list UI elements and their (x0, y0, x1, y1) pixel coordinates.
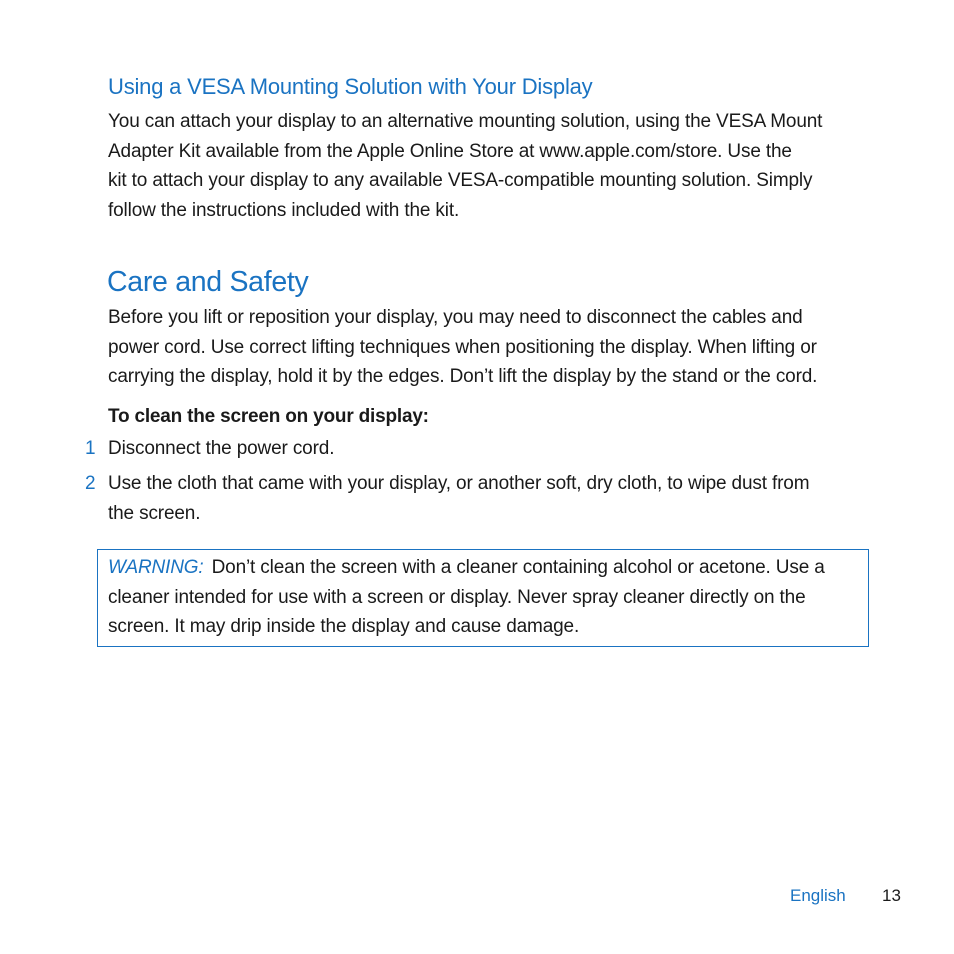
step-line: the screen. (108, 502, 201, 524)
body-line: power cord. Use correct lifting techniques when positioning the display. When lifting or (108, 336, 817, 358)
step-number: 1 (85, 438, 96, 459)
body-line: follow the instructions included with the kit. (108, 199, 460, 221)
vesa-section-heading: Using a VESA Mounting Solution with Your Display (108, 74, 593, 99)
body-line: carrying the display, hold it by the edges. Don’t lift the display by the stand or the cord. (108, 366, 818, 388)
cleaning-heading: To clean the screen on your display: (108, 406, 429, 427)
vesa-section-body (108, 107, 822, 225)
warning-line: cleaner intended for use with a screen or display. Never spray cleaner directly on the (108, 586, 806, 608)
care-section-heading: Care and Safety (107, 266, 309, 298)
body-line: kit to attach your display to any available VESA-compatible mounting solution. Simply (108, 170, 813, 192)
care-section-body (108, 303, 817, 392)
warning-line: screen. It may drip inside the display and cause damage. (108, 616, 580, 638)
step-line: Use the cloth that came with your display, or another soft, dry cloth, to wipe dust from (108, 473, 810, 494)
warning-text (108, 553, 825, 642)
warning-box (97, 549, 869, 647)
warning-line-text: Don’t clean the screen with a cleaner containing alcohol or acetone. Use a (211, 557, 825, 578)
footer-language: English (790, 886, 846, 905)
step-text (108, 469, 809, 528)
step-number: 2 (85, 473, 96, 494)
warning-label: WARNING: (108, 557, 204, 578)
body-line: Adapter Kit available from the Apple Online Store at www.apple.com/store. Use the (108, 140, 792, 162)
page-number: 13 (882, 886, 901, 905)
body-line: You can attach your display to an alternative mounting solution, using the VESA Mount (108, 111, 823, 132)
body-line: Before you lift or reposition your display, you may need to disconnect the cables and (108, 307, 803, 328)
warning-line (108, 553, 825, 583)
step-text (108, 434, 334, 464)
step-line: Disconnect the power cord. (108, 438, 335, 459)
